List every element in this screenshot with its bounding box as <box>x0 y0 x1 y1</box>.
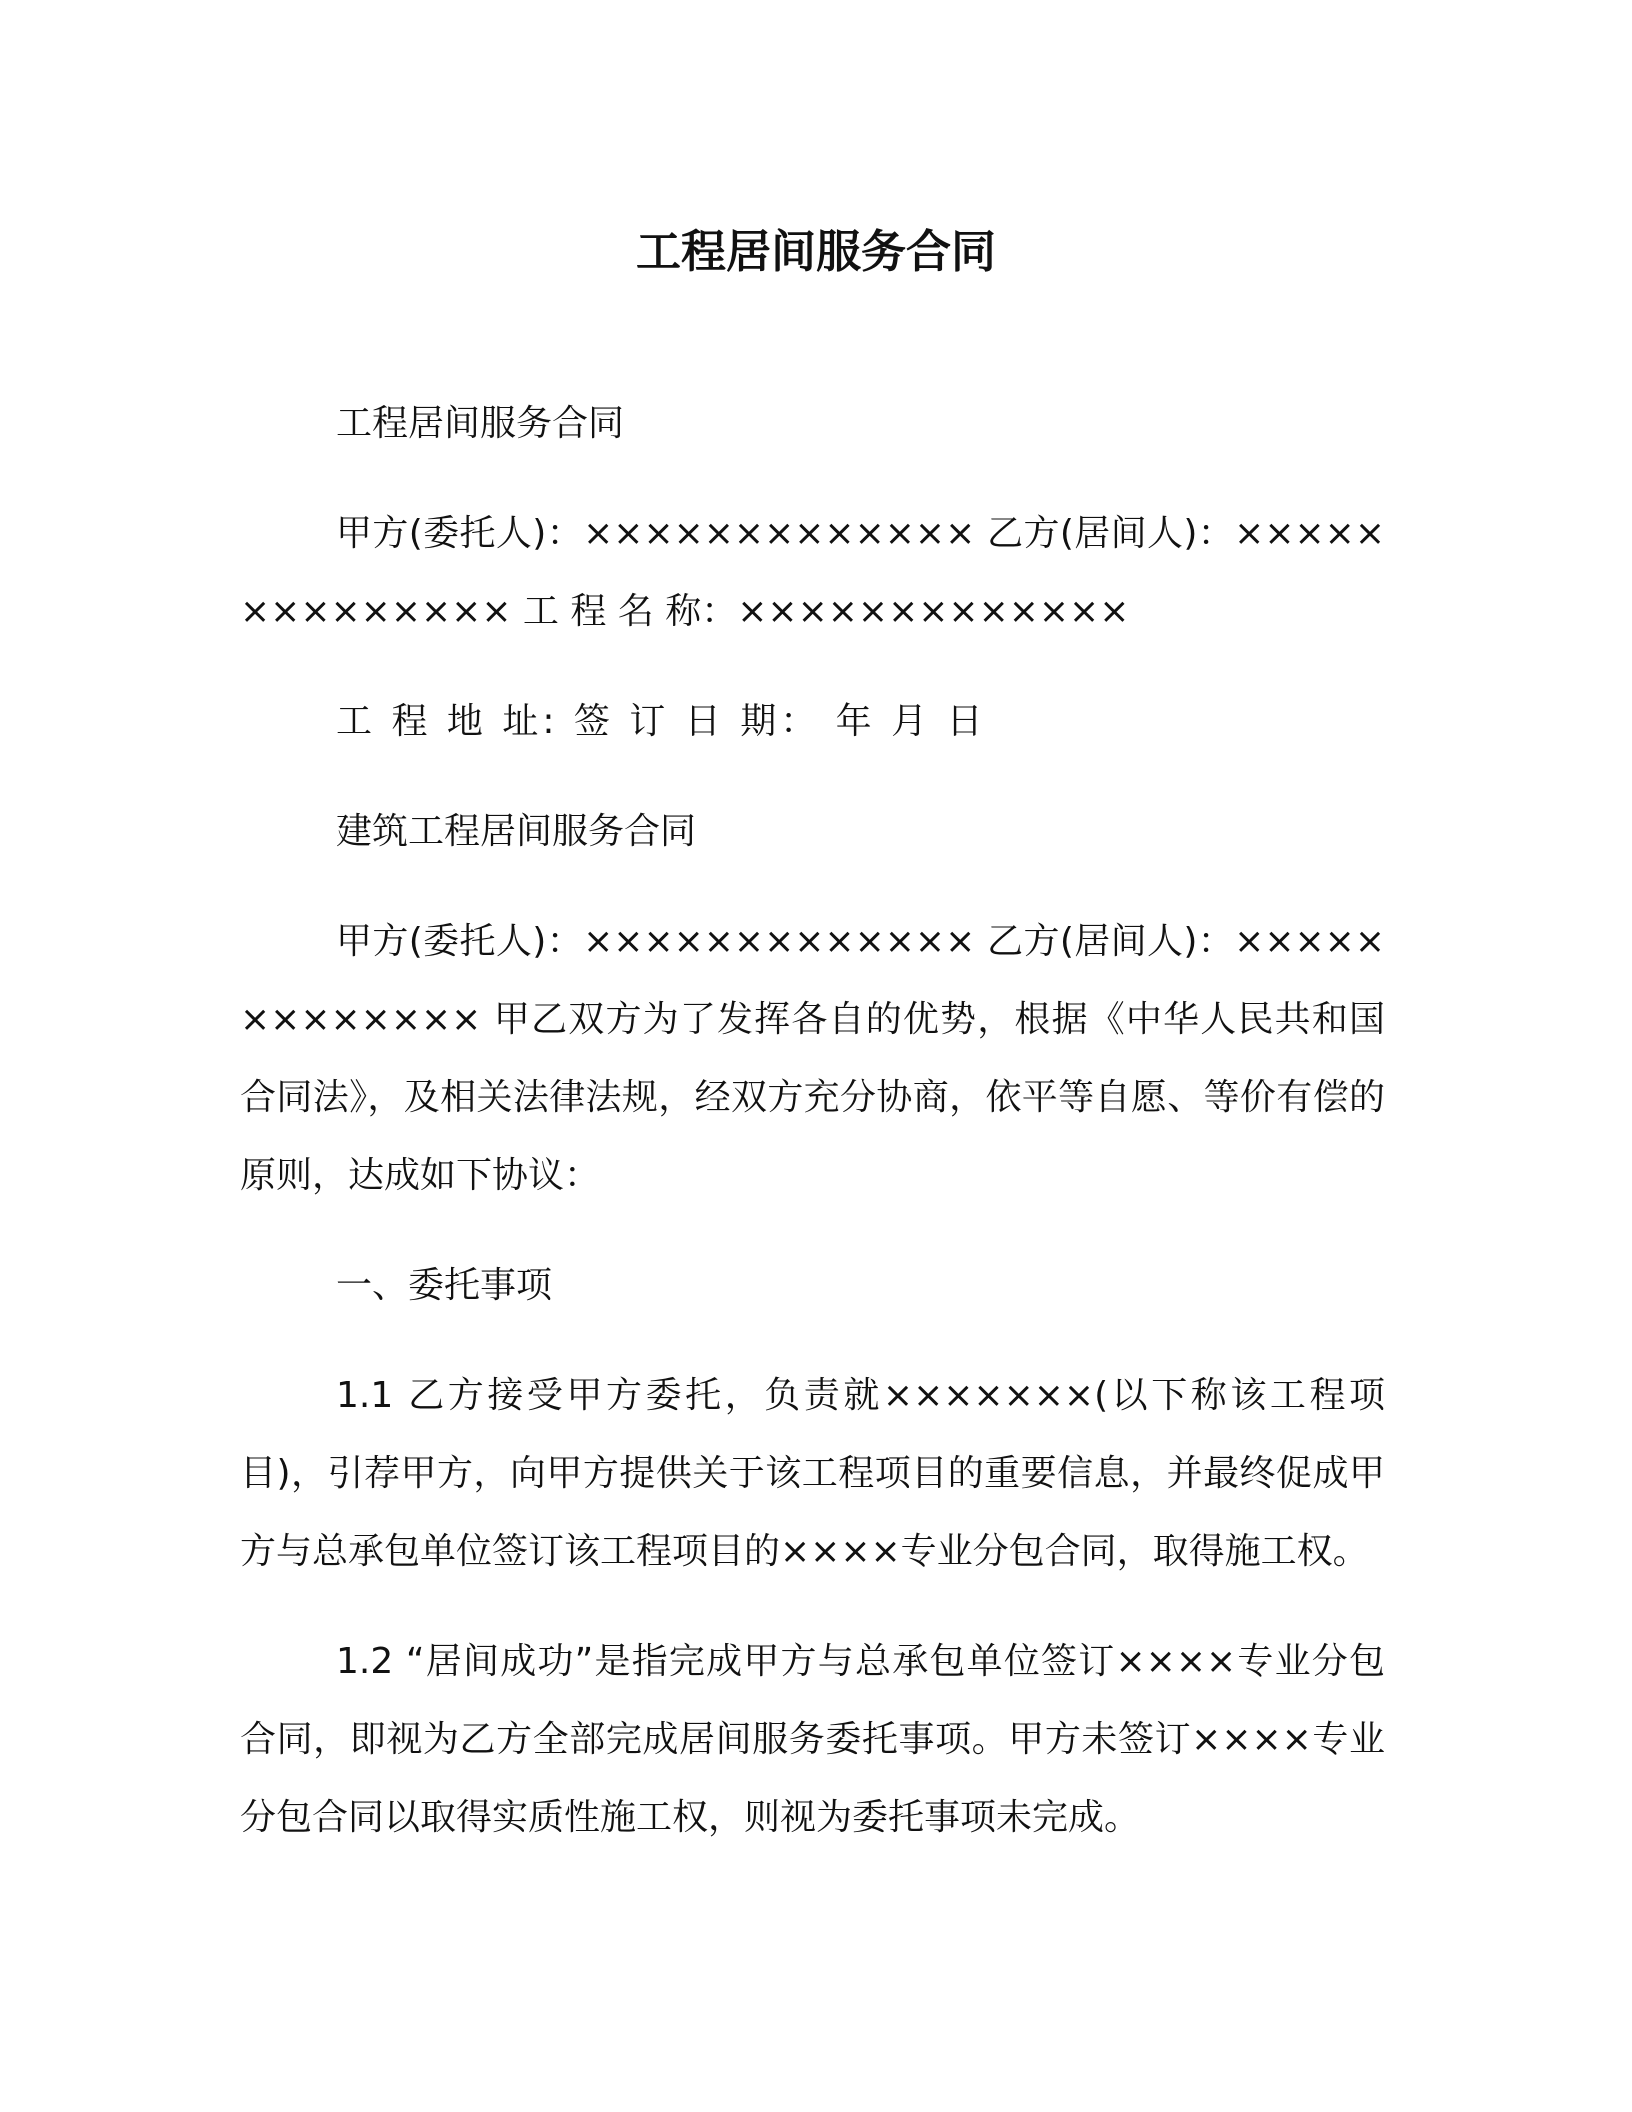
clause-1-2: 1.2 “居间成功”是指完成甲方与总承包单位签订××××专业分包合同，即视为乙方全部完成居间服务委托事项。甲方未签订××××专业分包合同以取得实质性施工权，则视为委托事项未完成。 <box>240 1641 1385 1838</box>
section-heading-entrusted-matters: 一、委托事项 <box>336 1265 553 1306</box>
paragraph-heading: 工程居间服务合同 <box>336 403 625 444</box>
paragraph-address-date: 工 程 地 址: 签 订 日 期： 年 月 日 <box>336 701 987 742</box>
document-title: 工程居间服务合同 <box>635 225 996 278</box>
paragraph-subtitle: 建筑工程居间服务合同 <box>336 811 697 852</box>
clause-1-1: 1.1 乙方接受甲方委托，负责就×××××××(以下称该工程项目)，引荐甲方，向甲方提供关于该工程项目的重要信息，并最终促成甲方与总承包单位签订该工程项目的××××专业分包合同，取得施工权。 <box>240 1375 1385 1572</box>
document-body <box>240 385 1385 1889</box>
paragraph-preamble: 甲方(委托人)：××××××××××××× 乙方(居间人)：××××××××××××× 甲乙双方为了发挥各自的优势，根据《中华人民共和国合同法》，及相关法律法规，经双方充分协商，依平等自愿、等价有偿的原则，达成如下协议： <box>240 921 1385 1196</box>
paragraph-parties: 甲方(委托人)：××××××××××××× 乙方(居间人)：×××××××××××××× 工 程 名 称：××××××××××××× <box>240 513 1385 632</box>
